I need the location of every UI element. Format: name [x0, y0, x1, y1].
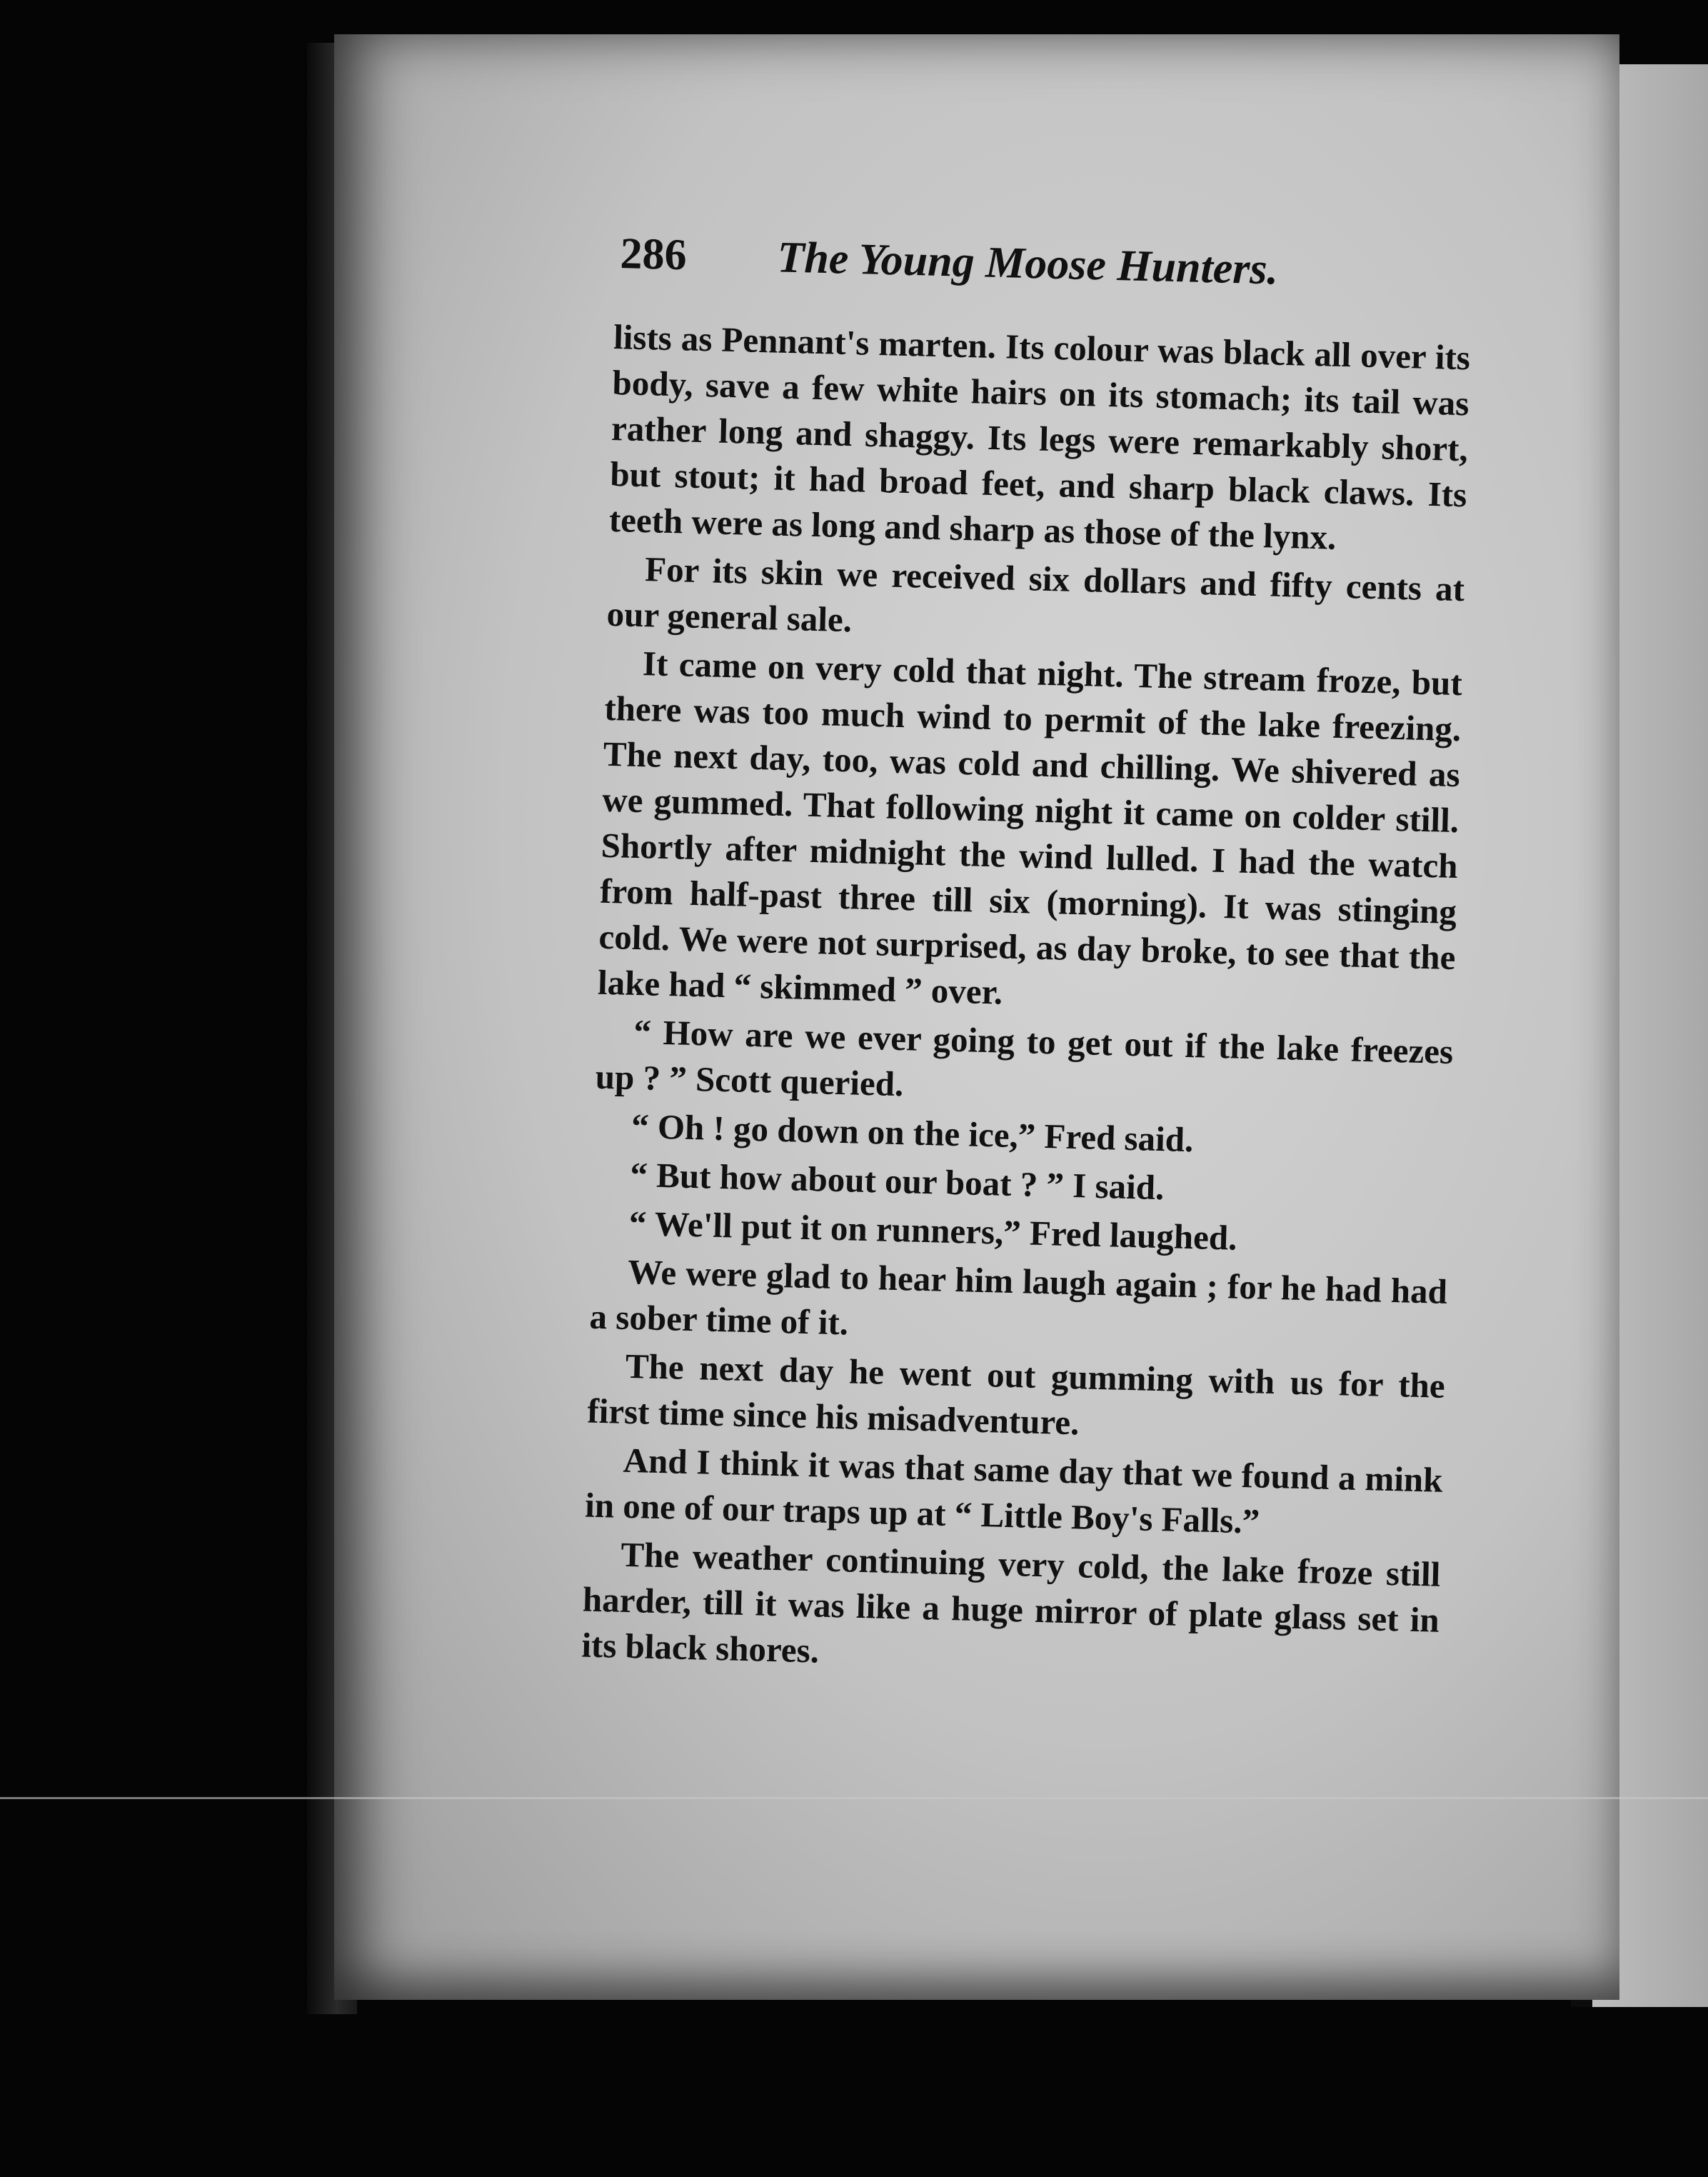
- body-text: [581, 314, 1471, 1692]
- paragraph: And I think it was that same day that we found a mink in one of our traps up at “ Little Boy's Falls.”: [584, 1440, 1444, 1541]
- paragraph: For its skin we received six dollars and fifty cents at our general sale.: [606, 549, 1465, 640]
- running-title: The Young Moose Hunters.: [776, 233, 1279, 294]
- paragraph: “ How are we ever going to get out if the lake freezes up ? ” Scott queried.: [595, 1011, 1454, 1104]
- scan-artifact-line: [0, 1797, 1708, 1799]
- paragraph: We were glad to hear him laugh again ; for he had had a sober time of it.: [589, 1251, 1448, 1343]
- paragraph: It came on very cold that night. The stream froze, but there was too much wind to permit of the lake freezing. The next day, too, was cold and chilling. We shivered as we gummed. That following night it came on colder still. Shortly after midnight the wind lulled. I had the watch from half-past three till six (morning). It was stinging cold. We were not surprised, as day broke, to see that the lake had “ skimmed ” over.: [597, 644, 1463, 1012]
- paragraph: The weather continuing very cold, the lake froze still harder, till it was like a huge mirror of plate glass set in its black shores.: [581, 1534, 1441, 1671]
- paragraph: “ But how about our boat ? ” I said.: [629, 1154, 1165, 1208]
- paragraph: lists as Pennant's marten. Its colour was black all over its body, save a few white hairs on its stomach; its tail was rather long and shaggy. Its legs were remarkably short, but stout; it had broad feet, and sharp black claws. Its teeth were as long and sharp as those of the lynx.: [608, 316, 1471, 557]
- page-number: 286: [619, 229, 688, 280]
- paragraph: The next day he went out gumming with us for the first time since his misadventure.: [586, 1346, 1446, 1443]
- paragraph: “ We'll put it on runners,” Fred laughed.: [628, 1203, 1238, 1258]
- paragraph: “ Oh ! go down on the ice,” Fred said.: [631, 1106, 1194, 1160]
